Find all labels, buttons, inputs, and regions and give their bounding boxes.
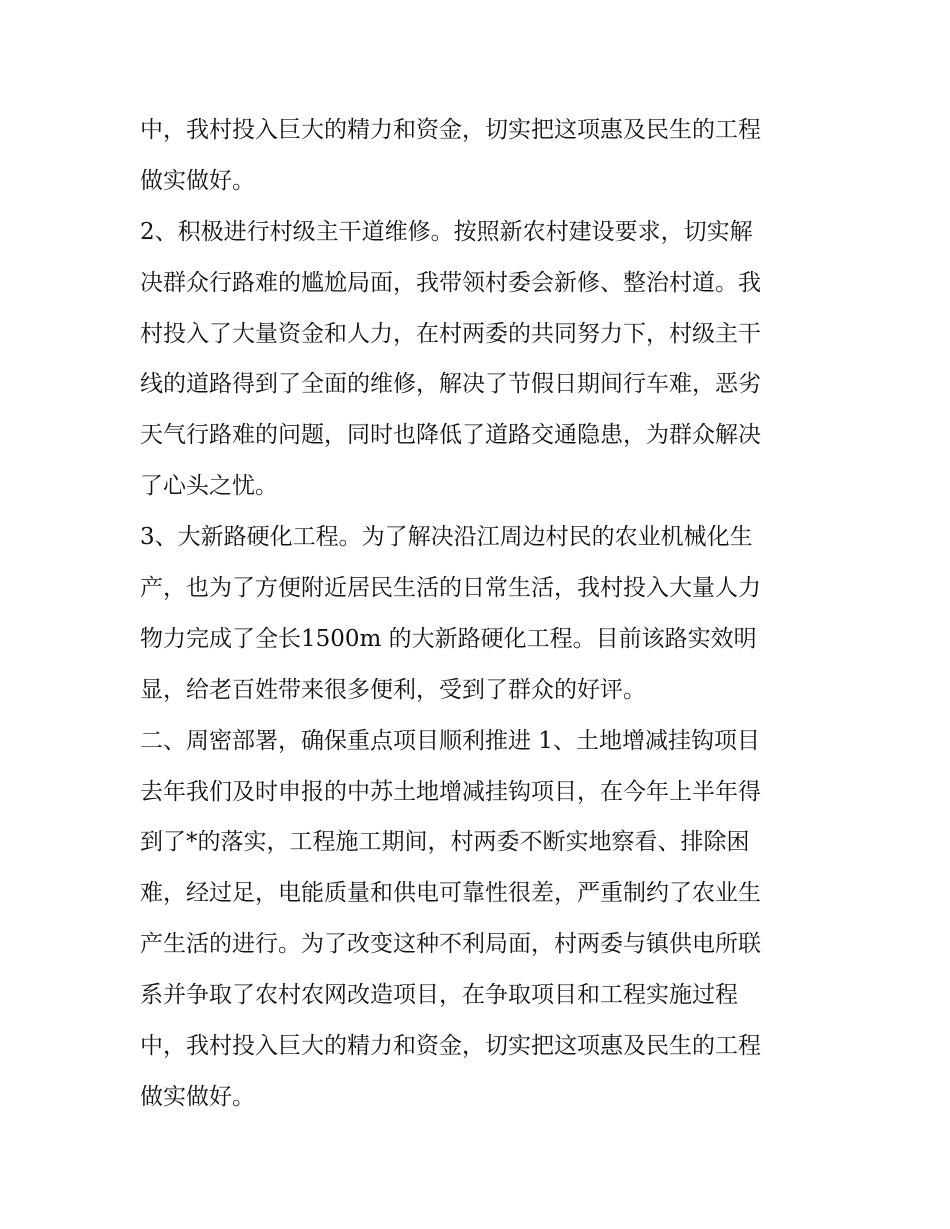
text-line: 中，我村投入巨大的精力和资金，切实把这项惠及民生的工程	[140, 117, 761, 143]
text-line: 做实做好。	[140, 1083, 255, 1110]
text-line: 难，经过足，电能质量和供电可靠性很差，严重制约了农业生	[140, 880, 761, 907]
text-line: 天气行路难的问题，同时也降低了道路交通隐患，为群众解决	[140, 422, 761, 449]
text-line: 3、大新路硬化工程。为了解决沿江周边村民的农业机械化生	[140, 524, 753, 551]
text-line: 产，也为了方便附近居民生活的日常生活，我村投入大量人力	[140, 575, 761, 602]
text-line: 系并争取了农村农网改造项目，在争取项目和工程实施过程	[140, 982, 738, 1009]
text-line: 显，给老百姓带来很多便利，受到了群众的好评。	[140, 676, 646, 703]
text-line: 物力完成了全长1500m 的大新路硬化工程。目前该路实效明	[140, 625, 757, 652]
text-line: 了心头之忧。	[140, 473, 278, 500]
text-line: 到了*的落实，工程施工期间，村两委不断实地察看、排除困	[140, 829, 750, 856]
text-line: 2、积极进行村级主干道维修。按照新农村建设要求，切实解	[140, 218, 753, 245]
text-line: 二、周密部署，确保重点项目顺利推进 1、土地增减挂钩项目	[140, 727, 760, 754]
text-line: 决群众行路难的尴尬局面，我带领村委会新修、整治村道。我	[140, 269, 761, 296]
body-text	[140, 107, 830, 1125]
text-line: 做实做好。	[140, 167, 255, 194]
text-line: 中，我村投入巨大的精力和资金，切实把这项惠及民生的工程	[140, 1033, 761, 1060]
text-line: 村投入了大量资金和人力，在村两委的共同努力下，村级主干	[140, 320, 761, 347]
text-line: 线的道路得到了全面的维修，解决了节假日期间行车难，恶劣	[140, 371, 761, 398]
text-line: 产生活的进行。为了改变这种不利局面，村两委与镇供电所联	[140, 931, 761, 958]
text-line: 去年我们及时申报的中苏土地增减挂钩项目，在今年上半年得	[140, 778, 761, 805]
